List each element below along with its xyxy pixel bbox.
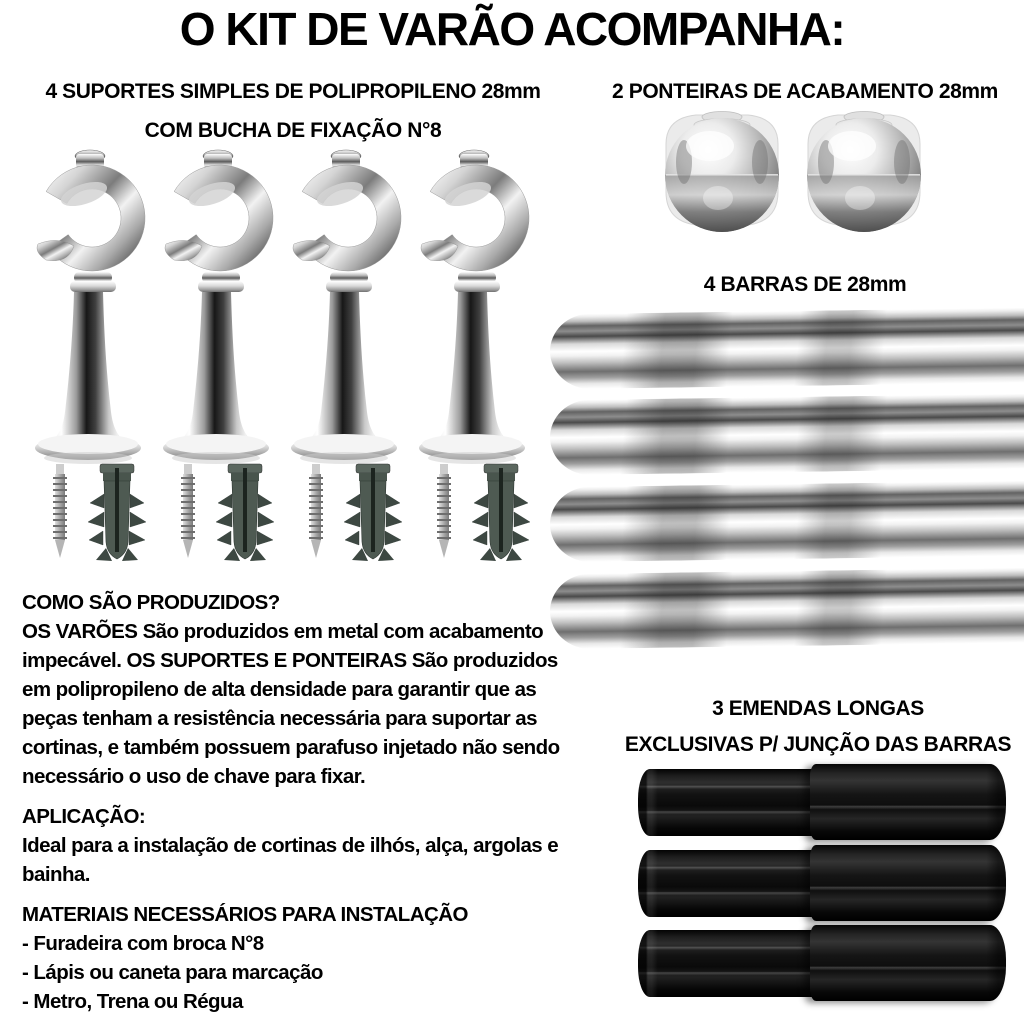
connector-image <box>638 925 1006 1003</box>
materiais-heading: MATERIAIS NECESSÁRIOS PARA INSTALAÇÃO <box>22 903 468 926</box>
barras-heading: 4 BARRAS DE 28mm <box>703 273 907 296</box>
suportes-image-row <box>24 148 534 562</box>
suportes-heading-line2: COM BUCHA DE FIXAÇÃO N°8 <box>144 119 442 142</box>
curtain-bracket-image <box>24 148 150 562</box>
ponteiras-heading: 2 PONTEIRAS DE ACABAMENTO 28mm <box>612 80 998 103</box>
connector-right-section <box>810 845 1006 921</box>
finial-ball-image <box>654 102 790 236</box>
description-text-block <box>22 588 588 1016</box>
page-title: O KIT DE VARÃO ACOMPANHA: <box>179 3 845 55</box>
emendas-heading-line1: 3 EMENDAS LONGAS <box>712 697 924 720</box>
material-item: - Metro, Trena ou Régua <box>22 990 243 1013</box>
curtain-bracket-image <box>152 148 278 562</box>
chrome-bar-image <box>549 568 1024 650</box>
suportes-heading-line1: 4 SUPORTES SIMPLES DE POLIPROPILENO 28mm <box>45 80 541 103</box>
connector-left-section <box>638 850 836 917</box>
emendas-heading-line2: EXCLUSIVAS P/ JUNÇÃO DAS BARRAS <box>624 733 1012 756</box>
connector-image <box>638 845 1006 923</box>
connector-left-section <box>638 930 836 997</box>
connector-image <box>638 764 1006 842</box>
connector-left-section <box>638 769 836 836</box>
como-produzidos-heading: COMO SÃO PRODUZIDOS? <box>22 591 280 614</box>
curtain-bracket-image <box>280 148 406 562</box>
como-produzidos-body: OS VARÕES São produzidos em metal com acabamento impecável. OS SUPORTES E PONTEIRAS São produzidos em polipropileno de alta densidade para garantir que as peças tenham a resistência necessária para suportar as cortinas, e também possuem parafuso injetado não sendo necessário o uso de chave para fixar. <box>22 620 560 788</box>
material-item: - Furadeira com broca N°8 <box>22 932 264 955</box>
chrome-bar-image <box>549 394 1024 476</box>
aplicacao-body: Ideal para a instalação de cortinas de ilhós, alça, argolas e bainha. <box>22 834 559 886</box>
curtain-bracket-image <box>408 148 534 562</box>
aplicacao-heading: APLICAÇÃO: <box>22 805 146 828</box>
chrome-bar-image <box>549 481 1024 563</box>
connector-right-section <box>810 764 1006 840</box>
finial-ball-image <box>796 102 932 236</box>
connector-right-section <box>810 925 1006 1001</box>
chrome-bar-image <box>549 308 1024 390</box>
material-item: - Lápis ou caneta para marcação <box>22 961 323 984</box>
